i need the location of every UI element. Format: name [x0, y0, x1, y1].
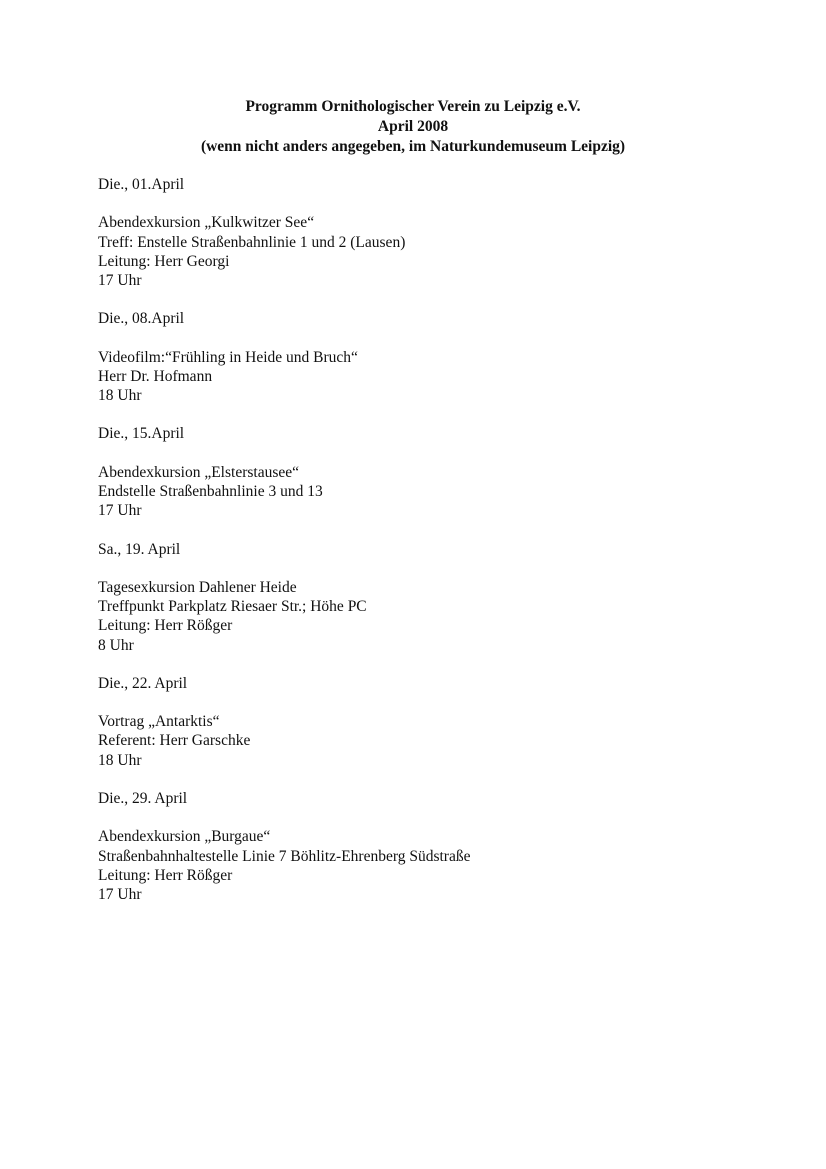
event-title: Vortrag „Antarktis“: [98, 713, 220, 731]
event-date: Die., 15.April: [98, 425, 185, 443]
event-entry: [98, 540, 798, 674]
document-header: [0, 97, 826, 157]
event-title: Videofilm:“Frühling in Heide und Bruch“: [98, 348, 358, 366]
event-detail: Leitung: Herr Rößger: [98, 617, 233, 635]
event-title: Abendexkursion „Kulkwitzer See“: [98, 214, 315, 232]
event-time: 18 Uhr: [98, 751, 142, 769]
event-entry: [98, 674, 798, 789]
event-detail: Treff: Enstelle Straßenbahnlinie 1 und 2 (Lausen): [98, 233, 406, 251]
event-list: [98, 175, 798, 904]
event-time: 8 Uhr: [98, 636, 134, 654]
event-detail: Endstelle Straßenbahnlinie 3 und 13: [98, 483, 323, 500]
event-date: Die., 01.April: [98, 176, 185, 193]
event-title: Abendexkursion „Elsterstausee“: [98, 463, 300, 481]
event-title: Abendexkursion „Burgaue“: [98, 828, 271, 846]
event-detail: Leitung: Herr Rößger: [98, 866, 233, 884]
event-date: Die., 22. April: [98, 674, 188, 692]
event-date: Die., 08.April: [98, 310, 185, 328]
event-date: Sa., 19. April: [98, 540, 181, 558]
event-detail: Straßenbahnhaltestelle Linie 7 Böhlitz-Ehrenberg Südstraße: [98, 847, 471, 865]
event-entry: [98, 789, 798, 904]
event-title: Tagesexkursion Dahlener Heide: [98, 578, 297, 596]
event-time: 17 Uhr: [98, 502, 142, 520]
event-entry: [98, 309, 798, 424]
event-detail: Treffpunkt Parkplatz Riesaer Str.; Höhe PC: [98, 598, 367, 616]
event-date: Die., 29. April: [98, 790, 188, 807]
event-detail: Leitung: Herr Georgi: [98, 252, 230, 270]
document-title: Programm Ornithologischer Verein zu Leipzig e.V.: [245, 98, 581, 115]
event-detail: Herr Dr. Hofmann: [98, 367, 213, 385]
event-entry: [98, 424, 798, 539]
location-note: (wenn nicht anders angegeben, im Naturkundemuseum Leipzig): [200, 138, 626, 155]
event-time: 18 Uhr: [98, 387, 142, 405]
event-time: 17 Uhr: [98, 271, 142, 289]
event-time: 17 Uhr: [98, 885, 142, 903]
event-detail: Referent: Herr Garschke: [98, 732, 251, 750]
document-month: April 2008: [377, 118, 449, 135]
event-entry: [98, 175, 798, 309]
